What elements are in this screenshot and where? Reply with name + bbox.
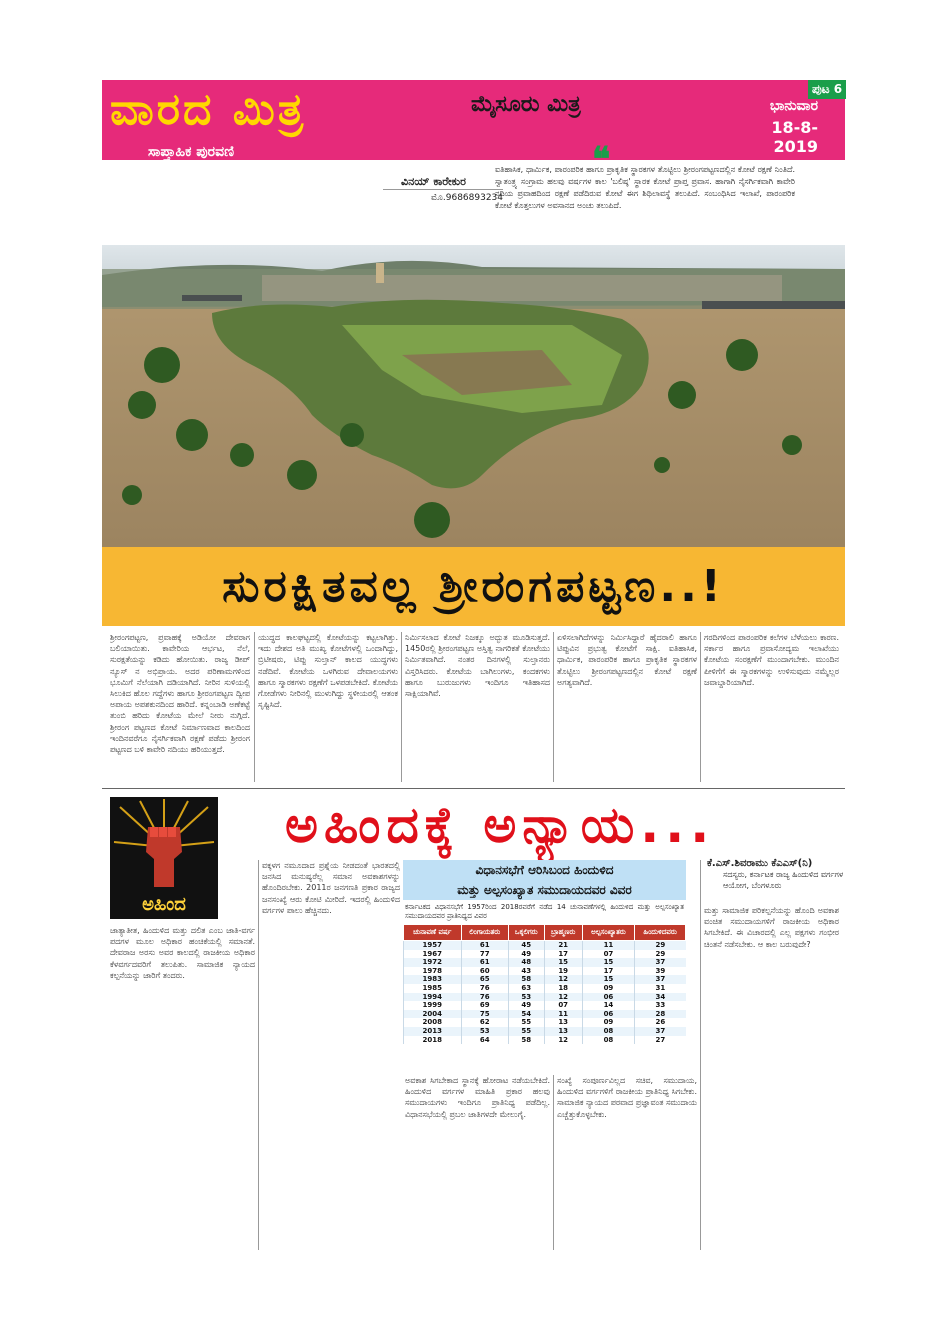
date-box	[748, 98, 818, 156]
table-cell: 69	[461, 1001, 508, 1010]
ahinda-column-5: ಮತ್ತು ಸಾಮಾಜಿಕ ಪರಿಕಲ್ಪನೆಯನ್ನು ಹೊಂದಿ ಅವಕಾಶ ವಂಚಿತ ಸಮುದಾಯಗಳಿಗೆ ರಾಜಕೀಯ ಅಧಿಕಾರ ಸಿಗಬೇಕಿದೆ. ಈ ವಿಚಾರದಲ್ಲಿ ಎಲ್ಲ ಪಕ್ಷಗಳು ಗಂಭೀರ ಚಿಂತನೆ ನಡೆಸಬೇಕು. ಆ ಕಾಲ ಬರುವುದೇ?	[704, 906, 839, 949]
table-row	[404, 958, 686, 967]
table-cell: 2018	[404, 1036, 462, 1045]
table-header: ಒಕ್ಕಲಿಗರು	[508, 925, 544, 941]
ahinda-author: ಕೆ.ಎಸ್.ಶಿವರಾಮು ಕೆಎಎಸ್(ನಿ)	[707, 858, 813, 869]
table-cell: 08	[582, 1036, 635, 1045]
section-divider	[102, 788, 845, 789]
table-cell: 1985	[404, 984, 462, 993]
table-cell: 08	[582, 1027, 635, 1036]
table-cell: 12	[544, 993, 582, 1002]
table-cell: 58	[508, 975, 544, 984]
byline	[383, 175, 503, 203]
table-cell: 12	[544, 975, 582, 984]
table-cell: 63	[508, 984, 544, 993]
table-cell: 14	[582, 1001, 635, 1010]
table-cell: 06	[582, 993, 635, 1002]
table-cell: 48	[508, 958, 544, 967]
table-cell: 39	[635, 967, 686, 976]
table-title-line2: ಮತ್ತು ಅಲ್ಪಸಂಖ್ಯಾತ ಸಮುದಾಯದವರ ವಿವರ	[403, 880, 686, 900]
table-cell: 64	[461, 1036, 508, 1045]
page-number-tag: ಪುಟ 6	[808, 80, 846, 99]
table-cell: 1972	[404, 958, 462, 967]
table-cell: 09	[582, 984, 635, 993]
table-cell: 17	[582, 967, 635, 976]
table-cell: 09	[582, 1018, 635, 1027]
table-cell: 2013	[404, 1027, 462, 1036]
table-cell: 29	[635, 941, 686, 950]
table-cell: 21	[544, 941, 582, 950]
table-cell: 49	[508, 950, 544, 959]
ahinda-column-3: ಅವಕಾಶ ಸಿಗಬೇಕಾದ ಸ್ಥಾನಕ್ಕೆ ಹೋರಾಟ ನಡೆಯಬೇಕಿದೆ. ಹಿಂದುಳಿದ ವರ್ಗಗಳ ಮಾಹಿತಿ ಪ್ರಕಾರ ಹಲವು ಸಮುದಾಯಗಳು ಇಂದಿಗೂ ಪ್ರಾತಿನಿಧ್ಯ ಪಡೆದಿಲ್ಲ. ವಿಧಾನಸಭೆಯಲ್ಲಿ ಪ್ರಬಲ ಜಾತಿಗಳದೇ ಮೇಲುಗೈ.	[405, 1076, 550, 1119]
table-cell: 62	[461, 1018, 508, 1027]
column-rule	[553, 632, 554, 782]
table-cell: 53	[461, 1027, 508, 1036]
table-title-line1: ವಿಧಾನಸಭೆಗೆ ಆರಿಸಿಬಂದ ಹಿಂದುಳಿದ	[403, 860, 686, 880]
table-cell: 11	[582, 941, 635, 950]
table-cell: 15	[582, 975, 635, 984]
table-cell: 31	[635, 984, 686, 993]
table-cell: 76	[461, 984, 508, 993]
supplement-title: ವಾರದ ಮಿತ್ರ	[110, 84, 307, 135]
table-cell: 60	[461, 967, 508, 976]
ahinda-column-2: ವಕ್ಕಳಗ ನಮೂದಾದ ಪ್ರಶ್ನೆಯ ನೀಡದಂತೆ ಭಾರತದಲ್ಲಿ ಜನಸಿದ ಮನುಷ್ಯರೆಲ್ಲ ಸಮಾನ ಅವಕಾಶಗಳನ್ನು ಹೊಂದಿರಬೇಕು. 2011ರ ಜನಗಣತಿ ಪ್ರಕಾರ ರಾಜ್ಯದ ಜನಸಂಖ್ಯೆ ಆರು ಕೋಟಿ ಮೀರಿದೆ. ಇದರಲ್ಲಿ ಹಿಂದುಳಿದ ವರ್ಗಗಳ ಪಾಲು ಹೆಚ್ಚಿನದು.	[262, 861, 400, 915]
representation-table-box	[403, 860, 686, 1070]
feature-column-3: ನಿರ್ಮಿಸಲಾದ ಕೋಟೆ ನಿಜಕ್ಕೂ ಅದ್ಭುತ ಮೂಡಿಸುತ್ತದೆ. 1450ರಲ್ಲಿ ಶ್ರೀರಂಗಪಟ್ಟಣ ಅಸ್ತಿತ್ವ ನಾಗರಿಕತೆ ಕೋಟೆಯು ನಿರ್ಮಿತವಾಗಿದೆ. ನಂತರ ದಿನಗಳಲ್ಲಿ ಸುಲ್ತಾನರು ವಿಸ್ತರಿಸಿದರು. ಕೋಟೆಯ ಬಾಗಿಲುಗಳು, ಕಂದಕಗಳು ಹಾಗೂ ಬುರುಜುಗಳು ಇಂದಿಗೂ ಇತಿಹಾಸದ ಸಾಕ್ಷಿಯಾಗಿವೆ.	[405, 633, 550, 699]
table-header: ಚುನಾವಣೆ ವರ್ಷ	[404, 925, 462, 941]
table-cell: 19	[544, 967, 582, 976]
table-header: ಹಿಂದುಳಿದವರು	[635, 925, 686, 941]
representation-table	[403, 924, 686, 1044]
feature-column-1: ಶ್ರೀರಂಗಪಟ್ಟಣ, ಪ್ರವಾಹಕ್ಕೆ ಅಡಿಯೋ ದೇವರಾಗ ಬಲಿಯಾಯಿತು. ಕಾವೇರಿಯ ಆರ್ಭಟ, ನೆಲೆ, ಸುರಕ್ಷತೆಯನ್ನು ಕಡಿದು ಹೋಯಿತು. ರಾಜ್ಯ ಡೀಪ್ ನ್ಯೂಸ್ ನ ಅಭಿಪ್ರಾಯ. ಅದರ ಪರಿಣಾಮಗಳಿಂದ ಭೂಮಿಗೆ ನೆಲೆಯಾಗಿ ದಡಿಯಾಗಿದೆ. ನೀರಿನ ಸುಳಿಯಲ್ಲಿ ಸಿಲುಕಿದ ಹೊಲ ಗದ್ದೆಗಳು ಹಾಗೂ ಶ್ರೀರಂಗಪಟ್ಟಣ ದ್ವೀಪ ಅಪಾಯ ಅಪಶಕುನದಿಂದ ಹಾರಿದೆ. ಕನ್ನಂಬಾಡಿ ಅಣೆಕಟ್ಟೆ ತುಂಬಿ ಹರಿದು ಕೋಟೆಯ ಮೇಲೆ ನೀರು ನುಗ್ಗಿದೆ. ಶ್ರೀರಂಗ ಪಟ್ಟಣದ ಕೋಟೆ ನಿರ್ಮಾಣವಾದ ಕಾಲದಿಂದ ಇಂದಿನವರೆಗೂ ನೈಸರ್ಗಿಕವಾಗಿ ರಕ್ಷಣೆ ಪಡೆದು ಶ್ರೀರಂಗ ಪಟ್ಟಣದ ಬಳಿ ಕಾವೇರಿ ನದಿಯು ಹರಿಯುತ್ತದೆ.	[110, 633, 250, 755]
table-cell: 34	[635, 993, 686, 1002]
table-cell: 13	[544, 1027, 582, 1036]
table-cell: 75	[461, 1010, 508, 1019]
feature-column-2: ಯುದ್ಧದ ಕಾಲಘಟ್ಟದಲ್ಲಿ ಕೋಟೆಯನ್ನು ಕಟ್ಟಲಾಗಿತ್ತು. ಇದು ದೇಶದ ಅತಿ ಮುಖ್ಯ ಕೋಟೆಗಳಲ್ಲಿ ಒಂದಾಗಿದ್ದು, ಬ್ರಿಟೀಷರು, ಟಿಪ್ಪು ಸುಲ್ತಾನ್ ಕಾಲದ ಯುದ್ಧಗಳು ನಡೆದಿವೆ. ಕೋಟೆಯ ಒಳಗಿರುವ ದೇವಾಲಯಗಳು ಹಾಗೂ ಸ್ಮಾರಕಗಳು ರಕ್ಷಣೆಗೆ ಒಳಪಡಬೇಕಿದೆ. ಕೋಟೆಯ ಗೋಡೆಗಳು ನೀರಿನಲ್ಲಿ ಮುಳುಗಿದ್ದು ಸ್ಥಳೀಯರಲ್ಲಿ ಆತಂಕ ಸೃಷ್ಟಿಸಿದೆ.	[258, 633, 398, 710]
ahinda-column-1: ಜಾತ್ಯಾತೀತ, ಹಿಂದುಳಿದ ಮತ್ತು ದಲಿತ ಎಂಬ ಜಾತಿ-ವರ್ಗ ಪದಗಳ ಮೂಲ ಅಧಿಕಾರ ಹಂಚಿಕೆಯಲ್ಲಿ ಸಮಾನತೆ. ದೇವರಾಜ ಅರಸು ಅವರ ಕಾಲದಲ್ಲಿ ರಾಜಕೀಯ ಅಧಿಕಾರ ಕೆಳವರ್ಗದವರಿಗೆ ತಲುಪಿತು. ಸಾಮಾಜಿಕ ನ್ಯಾಯದ ಕಲ್ಪನೆಯನ್ನು ಜಾರಿಗೆ ತಂದರು.	[110, 926, 255, 980]
author-phone: ಮೊ.9686893234	[431, 193, 504, 203]
table-row	[404, 975, 686, 984]
table-cell: 1994	[404, 993, 462, 1002]
table-cell: 33	[635, 1001, 686, 1010]
table-cell: 61	[461, 958, 508, 967]
table-cell: 54	[508, 1010, 544, 1019]
table-cell: 53	[508, 993, 544, 1002]
feature-column-4: ಏಳಿಸಲಾಗಿದೆಗಳನ್ನು ನಿರ್ಮಿಸಿದ್ದಾರೆ ಹೈದರಾಲಿ ಹಾಗೂ ಟಿಪ್ಪುವಿನ ಪ್ರಭುತ್ವ ಕೋಟೆಗೆ ಸಾಕ್ಷಿ. ಐತಿಹಾಸಿಕ, ಧಾರ್ಮಿಕ, ಪಾರಂಪರಿಕ ಹಾಗೂ ಪ್ರಾಕೃತಿಕ ಸ್ಥಾರಕಗಳ ತೊಟ್ಟಿಲು ಶ್ರೀರಂಗಪಟ್ಟಣದಲ್ಲಿನ ಕೋಟೆ ರಕ್ಷಣೆ ಅಗತ್ಯವಾಗಿದೆ.	[557, 633, 697, 687]
table-cell: 1978	[404, 967, 462, 976]
pull-quote: ಐತಿಹಾಸಿಕ, ಧಾರ್ಮಿಕ, ಪಾರಂಪರಿಕ ಹಾಗೂ ಪ್ರಾಕೃತಿಕ ಸ್ಥಾರಕಗಳ ತೊಟ್ಟಿಲು ಶ್ರೀರಂಗಪಟ್ಟಣದಲ್ಲಿನ ಕೋಟೆ ರಕ್ಷಣೆ ನಿಂತಿದೆ. ಸ್ವಾತಂತ್ರ್ಯ ಸಂಗ್ರಾಮ ಹಲವು ವರ್ಷಗಳ ಕಾಲ 'ಬಲಿಷ್ಠ' ಸ್ಥಾರಕ ಕೋಟೆ ಪ್ರಾಪ್ತ ಪ್ರವಾಸ. ಹಾಗಾಗಿ ನೈಸರ್ಗಿಕವಾಗಿ ಕಾವೇರಿ ನದಿಯ ಪ್ರವಾಹದಿಂದ ರಕ್ಷಣೆ ಪಡೆದಿರುವ ಕೋಟೆ ಈಗ ಶಿಥಿಲಾವಸ್ಥೆ ತಲುಪಿದೆ. ಸಂಬಂಧಿಸಿದ ಇಲಾಖೆ, ಪಾರಂಪರಿಕ ಕೋಟೆ ಕೊತ್ತಲುಗಳ ಅವಸಾನದ ಅಂಚು ತಲುಪಿದೆ.	[495, 165, 795, 210]
raised-fist-icon	[110, 797, 218, 897]
table-note: ಕರ್ನಾಟಕದ ವಿಧಾನಸಭೆಗೆ 1957ರಿಂದ 2018ರವರೆಗೆ ನಡೆದ 14 ಚುನಾವಣೆಗಳಲ್ಲಿ ಹಿಂದುಳಿದ ಮತ್ತು ಅಲ್ಪಸಂಖ್ಯಾತ ಸಮುದಾಯದವರ ಪ್ರಾತಿನಿಧ್ಯದ ವಿವರ	[405, 903, 684, 920]
table-row	[404, 1001, 686, 1010]
column-rule	[553, 1075, 554, 1250]
table-header: ಅಲ್ಪಸಂಖ್ಯಾತರು	[582, 925, 635, 941]
table-cell: 1983	[404, 975, 462, 984]
table-cell: 26	[635, 1018, 686, 1027]
table-cell: 55	[508, 1018, 544, 1027]
table-header-row	[404, 925, 686, 941]
table-cell: 1957	[404, 941, 462, 950]
paper-name: ಮೈಸೂರು ಮಿತ್ರ	[471, 92, 581, 117]
table-cell: 1967	[404, 950, 462, 959]
table-cell: 37	[635, 975, 686, 984]
table-cell: 13	[544, 1018, 582, 1027]
table-cell: 15	[582, 958, 635, 967]
column-rule	[254, 632, 255, 782]
supplement-subtitle: ಸಾಪ್ತಾಹಿಕ ಪುರವಣಿ	[148, 144, 234, 160]
ahinda-logo-text: ಅಹಿಂದ	[142, 894, 186, 915]
column-rule	[700, 632, 701, 782]
feature-column-5: ಗರದಿಗಳಿಂದ ಪಾರಂಪರಿಕ ಕಲೆಗಳ ಬೆಳೆಯಲು ಕಾರಣ. ಸರ್ಕಾರ ಹಾಗೂ ಪ್ರವಾಸೋದ್ಯಮ ಇಲಾಖೆಯು ಕೋಟೆಯ ಸಂರಕ್ಷಣೆಗೆ ಮುಂದಾಗಬೇಕು. ಮುಂದಿನ ಪೀಳಿಗೆಗೆ ಈ ಸ್ಮಾರಕಗಳನ್ನು ಉಳಿಸುವುದು ನಮ್ಮೆಲ್ಲರ ಜವಾಬ್ದಾರಿಯಾಗಿದೆ.	[704, 633, 839, 687]
main-headline-bar	[102, 547, 845, 626]
table-cell: 58	[508, 1036, 544, 1045]
table-cell: 61	[461, 941, 508, 950]
table-row	[404, 941, 686, 950]
ahinda-column-4: ಸಂಖ್ಯೆ ಸಂಪೂರ್ಣವಿಲ್ಲದ ಸಚಿವ, ಸಮುದಾಯ, ಹಿಂದುಳಿದ ವರ್ಗಗಳಿಗೆ ರಾಜಕೀಯ ಪ್ರಾತಿನಿಧ್ಯ ಸಿಗಬೇಕು. ಸಾಮಾಜಿಕ ನ್ಯಾಯದ ಪರವಾದ ಪ್ರಜ್ಞಾವಂತ ಸಮುದಾಯ ಎಚ್ಚೆತ್ತುಕೊಳ್ಳಬೇಕು.	[557, 1076, 697, 1119]
table-cell: 28	[635, 1010, 686, 1019]
table-cell: 43	[508, 967, 544, 976]
photo-illustration	[102, 245, 845, 547]
table-cell: 06	[582, 1010, 635, 1019]
table-cell: 11	[544, 1010, 582, 1019]
table-row	[404, 1018, 686, 1027]
aerial-flood-photo	[102, 245, 845, 547]
table-cell: 55	[508, 1027, 544, 1036]
table-row	[404, 1027, 686, 1036]
table-cell: 49	[508, 1001, 544, 1010]
table-cell: 18	[544, 984, 582, 993]
date-label: 18-8-2019	[771, 118, 818, 156]
ahinda-author-affiliation: ಸದಸ್ಯರು, ಕರ್ನಾಟಕ ರಾಜ್ಯ ಹಿಂದುಳಿದ ವರ್ಗಗಳ ಆಯೋಗ, ಬೆಂಗಳೂರು	[723, 870, 844, 890]
table-header: ಬ್ರಾಹ್ಮಣರು	[544, 925, 582, 941]
table-cell: 1999	[404, 1001, 462, 1010]
table-cell: 77	[461, 950, 508, 959]
author-name: ವಿನಯ್ ಕಾರೇಕುರ	[383, 175, 503, 190]
table-row	[404, 950, 686, 959]
main-headline: ಸುರಕ್ಷಿತವಲ್ಲ ಶ್ರೀರಂಗಪಟ್ಟಣ..!	[222, 561, 725, 612]
table-header: ಲಿಂಗಾಯತರು	[461, 925, 508, 941]
table-row	[404, 1036, 686, 1045]
quote-icon: ❝	[592, 140, 611, 180]
column-rule	[700, 860, 701, 1250]
table-body	[404, 941, 686, 1045]
day-label: ಭಾನುವಾರ	[769, 98, 818, 114]
table-cell: 37	[635, 958, 686, 967]
ahinda-logo	[110, 797, 218, 919]
table-cell: 17	[544, 950, 582, 959]
table-cell: 2004	[404, 1010, 462, 1019]
table-cell: 15	[544, 958, 582, 967]
table-cell: 07	[544, 1001, 582, 1010]
ahinda-headline: ಅಹಿಂದಕ್ಕೆ ಅನ್ಯಾಯ...	[285, 796, 716, 854]
table-cell: 37	[635, 1027, 686, 1036]
table-row	[404, 993, 686, 1002]
table-cell: 2008	[404, 1018, 462, 1027]
table-row	[404, 967, 686, 976]
table-cell: 29	[635, 950, 686, 959]
table-cell: 45	[508, 941, 544, 950]
ahinda-byline	[707, 858, 847, 891]
table-cell: 27	[635, 1036, 686, 1045]
table-cell: 65	[461, 975, 508, 984]
table-row	[404, 1010, 686, 1019]
table-row	[404, 984, 686, 993]
column-rule	[258, 860, 259, 1250]
table-cell: 76	[461, 993, 508, 1002]
table-cell: 12	[544, 1036, 582, 1045]
table-cell: 07	[582, 950, 635, 959]
column-rule	[401, 632, 402, 782]
